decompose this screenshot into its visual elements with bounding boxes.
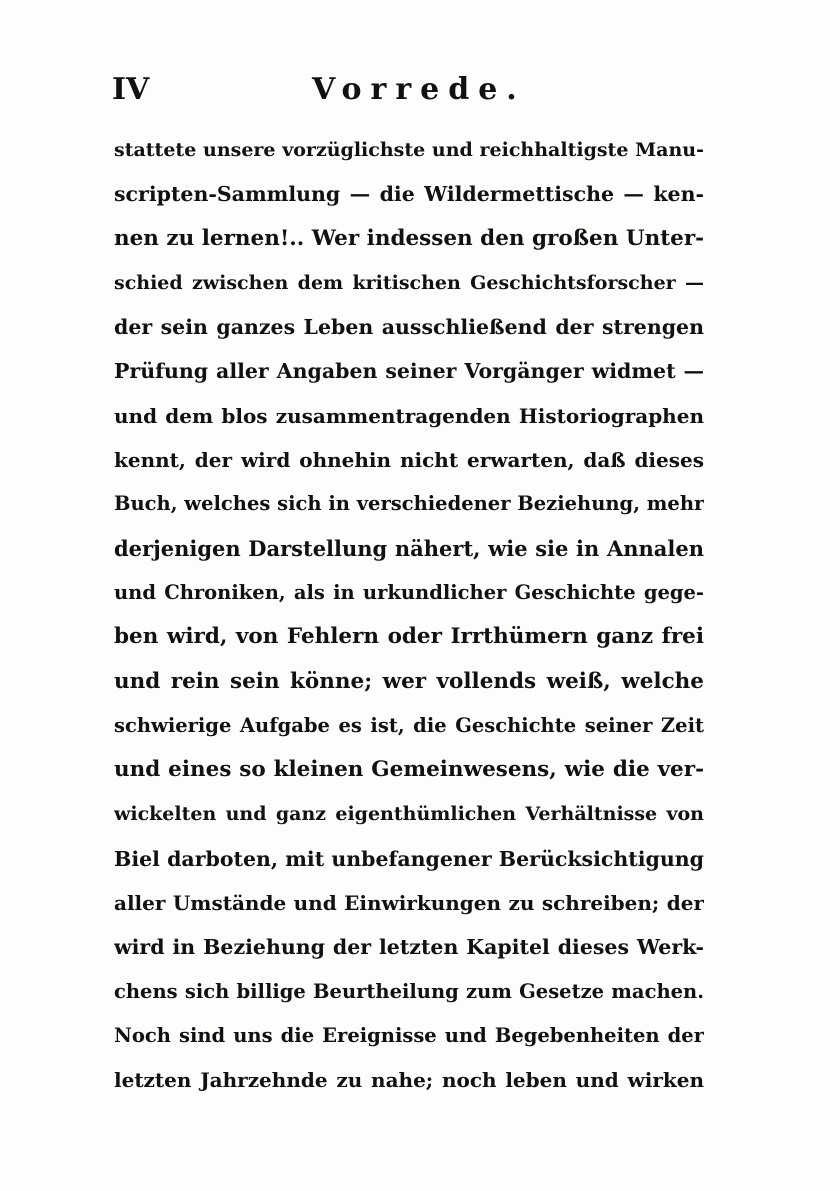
body-text (114, 128, 704, 1103)
text-line: Biel darboten, mit unbefangener Berücksichtigung (114, 846, 704, 871)
text-line: Buch, welches sich in verschiedener Beziehung, mehr (114, 492, 704, 516)
text-line: derjenigen Darstellung nähert, wie sie in Annalen (114, 535, 704, 561)
text-line: und eines so kleinen Gemeinwesens, wie die ver- (114, 757, 704, 783)
text-line: letzten Jahrzehnde zu nahe; noch leben und wirken (114, 1068, 704, 1093)
text-line: schwierige Aufgabe es ist, die Geschichte seiner Zeit (114, 713, 704, 737)
text-line: und rein sein könne; wer vollends weiß, welche (114, 668, 704, 694)
text-line: der sein ganzes Leben ausschließend der strengen (114, 315, 704, 340)
text-line: Prüfung aller Angaben seiner Vorgänger widmet — (114, 359, 704, 384)
text-line: wird in Beziehung der letzten Kapitel dieses Werk- (114, 935, 704, 960)
text-line: scripten-Sammlung — die Wildermettische — ken- (114, 182, 704, 207)
text-line: kennt, der wird ohnehin nicht erwarten, daß dieses (114, 448, 704, 473)
text-line: Noch sind uns die Ereignisse und Begebenheiten der (114, 1023, 704, 1047)
text-line: schied zwischen dem kritischen Geschichtsforscher — (114, 271, 704, 294)
running-head: Vorrede. (312, 72, 526, 107)
text-line: und dem blos zusammentragenden Historiographen (114, 403, 704, 428)
text-line: ben wird, von Fehlern oder Irrthümern ganz frei (114, 624, 704, 650)
text-line: wickelten und ganz eigenthümlichen Verhältnisse von (114, 803, 704, 826)
text-line: und Chroniken, als in urkundlicher Geschichte gege- (114, 580, 704, 604)
text-line: stattete unsere vorzüglichste und reichhaltigste Manu- (114, 139, 704, 161)
page-number: IV (112, 72, 150, 107)
text-line: nen zu lernen!.. Wer indessen den großen Unter- (114, 225, 704, 251)
page-header (112, 72, 712, 122)
text-line: chens sich billige Beurtheilung zum Gesetze machen. (114, 979, 704, 1003)
text-line: aller Umstände und Einwirkungen zu schreiben; der (114, 891, 704, 916)
